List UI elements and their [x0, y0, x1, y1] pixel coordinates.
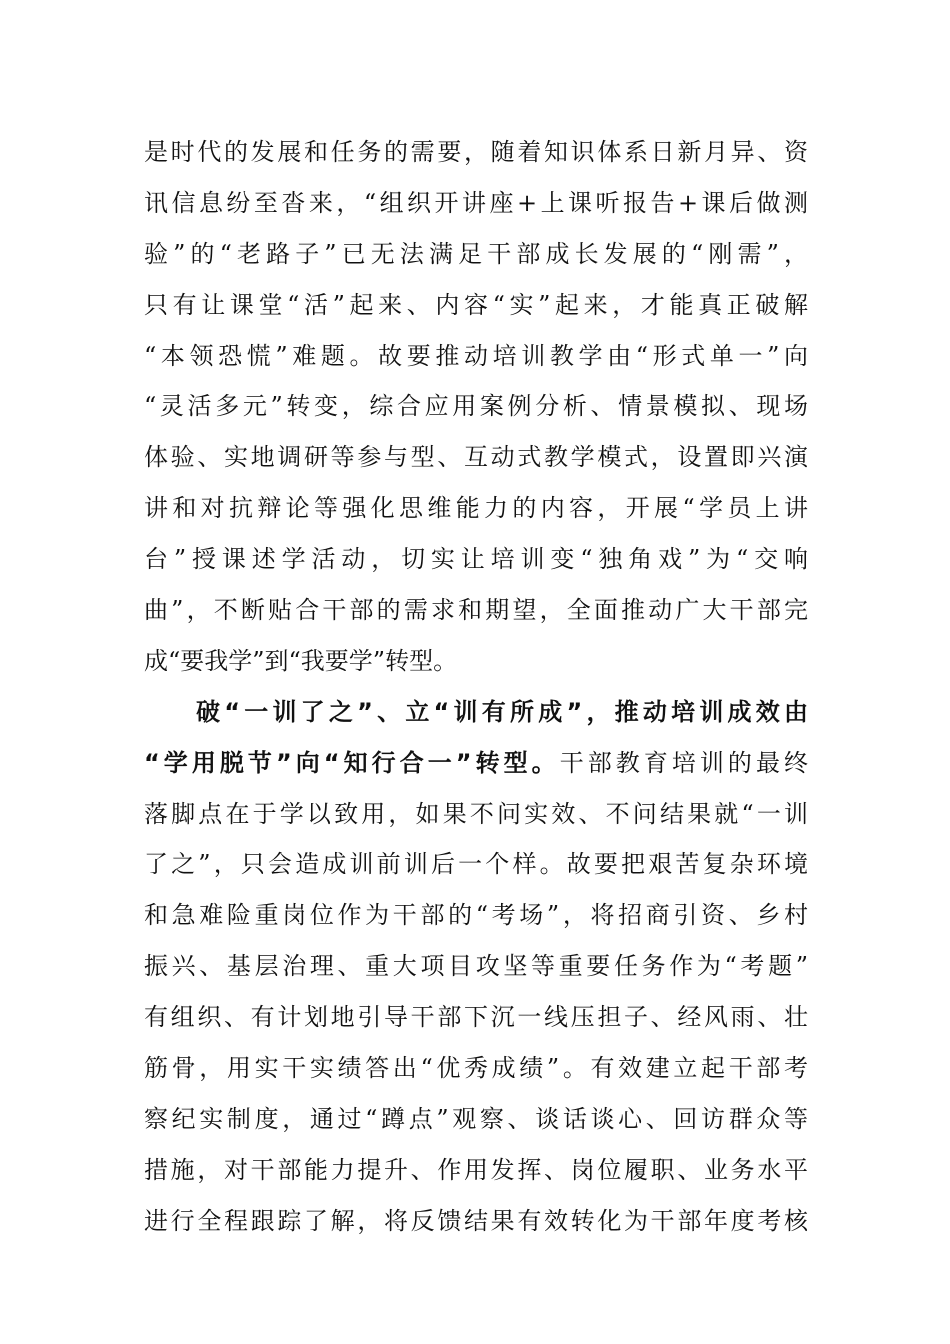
paragraph2-line-5: 有组织、有计划地引导干部下沉一线压担子、经风雨、壮 — [144, 1003, 808, 1032]
paragraph2-heading-line-2 — [144, 738, 808, 789]
paragraph2-heading-line-1: 破“一训了之”、立“训有所成”，推动培训成效由 — [196, 697, 808, 726]
paragraph2-line-6: 筋骨，用实干实绩答出“优秀成绩”。有效建立起干部考 — [144, 1054, 808, 1083]
paragraph1-line-11: 成“要我学”到“我要学”转型。 — [144, 646, 458, 675]
document-body — [144, 127, 808, 1247]
paragraph1-line-7: 体验、实地调研等参与型、互动式教学模式，设置即兴演 — [144, 443, 808, 472]
paragraph2-line-4: 振兴、基层治理、重大项目攻坚等重要任务作为“考题” — [144, 952, 808, 981]
paragraph2-heading-rest: 干部教育培训的最终 — [559, 748, 809, 777]
paragraph1-line-2: 讯信息纷至沓来，“组织开讲座+上课听报告+课后做测 — [144, 188, 808, 217]
paragraph1-line-4: 只有让课堂“活”起来、内容“实”起来，才能真正破解 — [144, 290, 808, 319]
paragraph1-line-1: 是时代的发展和任务的需要，随着知识体系日新月异、资 — [144, 138, 808, 166]
paragraph2-line-9: 进行全程跟踪了解，将反馈结果有效转化为干部年度考核 — [144, 1206, 808, 1235]
paragraph2-heading-bold: “学用脱节”向“知行合一”转型。 — [144, 748, 560, 777]
paragraph2-line-7: 察纪实制度，通过“蹲点”观察、谈话谈心、回访群众等 — [144, 1104, 808, 1133]
paragraph2-line-8: 措施，对干部能力提升、作用发挥、岗位履职、业务水平 — [144, 1155, 808, 1184]
paragraph1-line-3: 验”的“老路子”已无法满足干部成长发展的“刚需”， — [144, 239, 808, 268]
paragraph1-line-5: “本领恐慌”难题。故要推动培训教学由“形式单一”向 — [144, 341, 808, 370]
paragraph1-line-9: 台”授课述学活动，切实让培训变“独角戏”为“交响 — [144, 545, 808, 574]
paragraph2-line-3: 和急难险重岗位作为干部的“考场”，将招商引资、乡村 — [144, 901, 808, 930]
paragraph1-line-6: “灵活多元”转变，综合应用案例分析、情景模拟、现场 — [144, 392, 808, 421]
paragraph1-line-8: 讲和对抗辩论等强化思维能力的内容，开展“学员上讲 — [144, 494, 808, 523]
paragraph1-line-10: 曲”，不断贴合干部的需求和期望，全面推动广大干部完 — [144, 596, 808, 625]
paragraph2-line-1: 落脚点在于学以致用，如果不问实效、不问结果就“一训 — [144, 799, 808, 828]
paragraph2-line-2: 了之”，只会造成训前训后一个样。故要把艰苦复杂环境 — [144, 850, 808, 879]
